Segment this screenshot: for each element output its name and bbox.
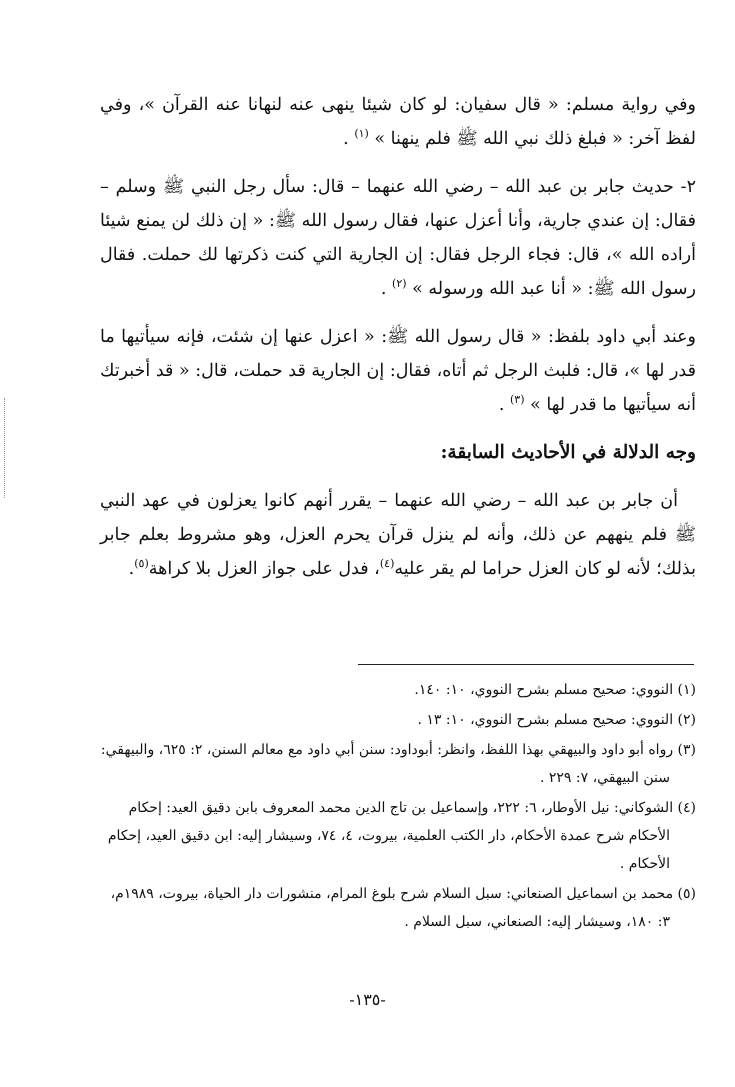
paragraph-abu-dawud: وعند أبي داود بلفظ: « قال رسول الله ﷺ: « اعزل عنها إن شئت، فإنه سيأتيها ما قدر لها »، قال: فلبث الرجل ثم أتاه، فقال: إن الجارية قد حملت، قال: « قد أخبرتك أنه سيأتيها ما قدر لها » $^{(٣)}$ . bbox=[100, 327, 696, 415]
footnote-divider bbox=[358, 664, 694, 665]
footnote-item: (٥) محمد بن اسماعيل الصنعاني: سبل السلام شرح بلوغ المرام، منشورات دار الحياة، بيروت، ١٩٨٩م، ٣: ١٨٠، وسيشار إليه: الصنعاني، سبل السلام . bbox=[110, 886, 696, 930]
paragraph-muslim-narration: وفي رواية مسلم: « قال سفيان: لو كان شيئا ينهى عنه لنهانا عنه القرآن »، وفي لفظ آخر: « فبلغ ذلك نبي الله ﷺ فلم ينهنا » $^{(١)}$ . bbox=[100, 95, 696, 149]
paragraph-hadith-jabir: ٢- حديث جابر بن عبد الله – رضي الله عنهما – قال: سأل رجل النبي ﷺ وسلم – فقال: إن عندي جارية، وأنا أعزل عنها، فقال رسول الله ﷺ: « إن ذلك لن يمنع شيئا أراده الله »، قال: فجاء الرجل فقال: إن الجارية التي كنت ذكرتها لك حملت. فقال رسول الله ﷺ: « أنا عبد الله ورسوله » $^{(٢)}$ . bbox=[100, 177, 696, 299]
footnote-ref: (١) bbox=[354, 127, 369, 141]
paragraph-evidence bbox=[100, 484, 696, 586]
paragraph-end: . bbox=[128, 559, 135, 579]
footnotes bbox=[100, 676, 696, 938]
footnote-ref: (٤) bbox=[379, 557, 395, 571]
paragraph-text: وفي رواية مسلم: « قال سفيان: لو كان شيئا ينهى عنه لنهانا عنه القرآن »، وفي لفظ آخر: « فبلغ ذلك نبي الله ﷺ فلم ينهنا » bbox=[100, 95, 696, 149]
paragraph-text: وعند أبي داود بلفظ: « قال رسول الله ﷺ: « اعزل عنها إن شئت، فإنه سيأتيها ما قدر لها »، قال: فلبث الرجل ثم أتاه، فقال: إن الجارية قد حملت، قال: « قد أخبرتك أنه سيأتيها ما قدر لها » bbox=[100, 327, 696, 415]
footnote-item: (١) النووي: صحيح مسلم بشرح النووي، ١٠: ١٤٠. bbox=[414, 682, 696, 698]
section-heading: وجه الدلالة في الأحاديث السابقة: bbox=[440, 442, 696, 463]
footnote-item: (٣) رواه أبو داود والبيهقي بهذا اللفظ، وانظر: أبوداود: سنن أبي داود مع معالم السنن، ٢: ٦٢٥، والبيهقي: سنن البيهقي، ٧: ٢٢٩ . bbox=[100, 742, 696, 786]
footnote-ref: (٣) bbox=[510, 393, 525, 407]
footnote-item: (٤) الشوكاني: نيل الأوطار، ٦: ٢٢٢، وإسماعيل بن تاج الدين محمد المعروف بابن دقيق العيد: إحكام الأحكام شرح عمدة الأحكام، دار الكتب العلمية، بيروت، ٤، ٧٤، وسيشار إليه: ابن دقيق العيد، إحكام الأحكام . bbox=[107, 800, 696, 872]
footnote-ref: (٢) bbox=[392, 277, 407, 291]
footnote-item: (٢) النووي: صحيح مسلم بشرح النووي، ١٠: ١٣ . bbox=[417, 712, 696, 728]
paragraph-text: ٢- حديث جابر بن عبد الله – رضي الله عنهما – قال: سأل رجل النبي ﷺ وسلم – فقال: إن عندي جارية، وأنا أعزل عنها، فقال رسول الله ﷺ: « إن ذلك لن يمنع شيئا أراده الله »، قال: فجاء الرجل فقال: إن الجارية التي كنت ذكرتها لك حملت. فقال رسول الله ﷺ: « أنا عبد الله ورسوله » bbox=[100, 177, 696, 299]
footnote-ref: (٥) bbox=[134, 557, 149, 571]
paragraph-text: ، فدل على جواز العزل بلا كراهة bbox=[148, 559, 380, 579]
page-number: -١٣٥- bbox=[349, 990, 386, 1009]
paragraph-text: أن جابر بن عبد الله – رضي الله عنهما – يقرر أنهم كانوا يعزلون في عهد النبي ﷺ فلم ينههم عن ذلك، وأنه لم ينزل قرآن يحرم العزل، وهو مشروط بعلم جابر بذلك؛ لأنه لو كان العزل حراما لم يقر عليه bbox=[100, 491, 696, 579]
scan-margin-dots bbox=[4, 398, 7, 498]
page-body bbox=[100, 88, 696, 586]
